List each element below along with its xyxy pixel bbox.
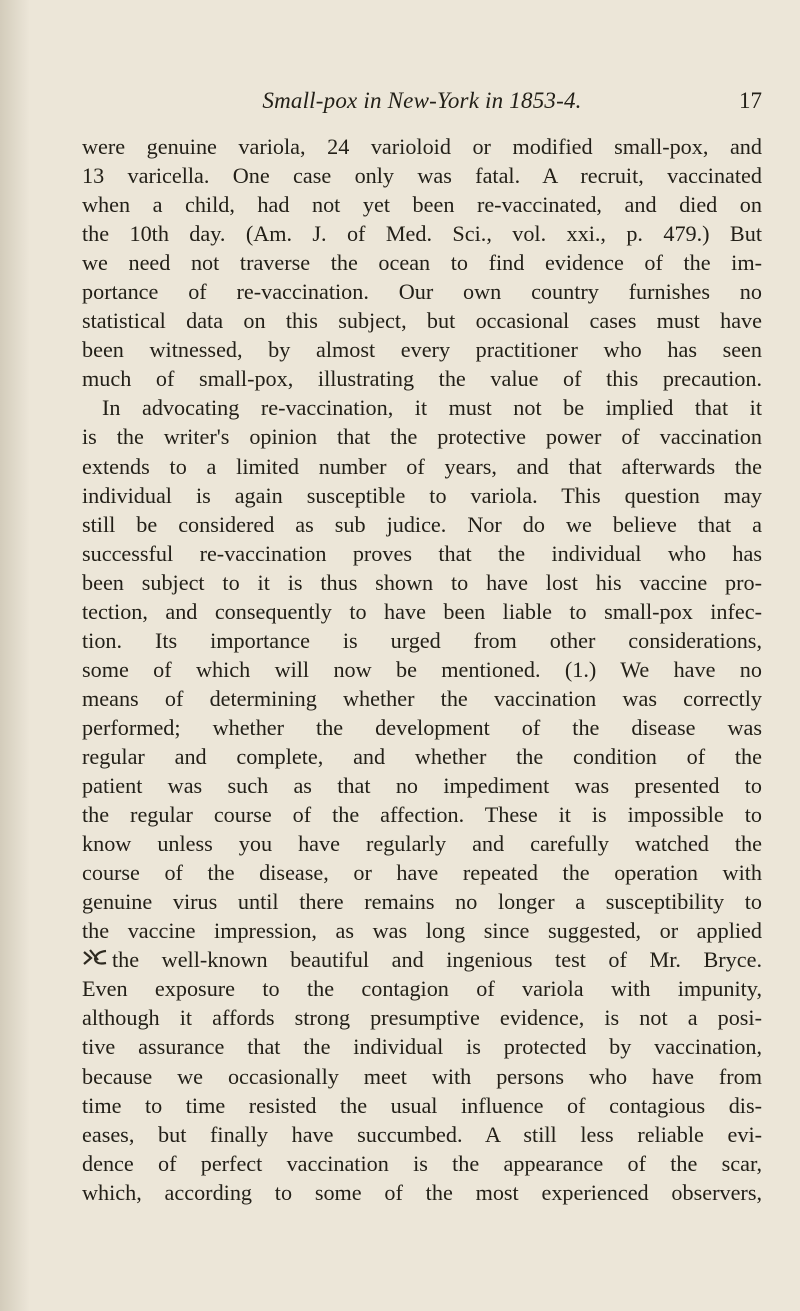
text-line: we need not traverse the ocean to find evidence of the im-: [82, 250, 762, 276]
text-line: when a child, had not yet been re-vaccinated, and died on: [82, 192, 762, 218]
text-line: is the writer's opinion that the protective power of vaccination: [82, 424, 762, 450]
text-line: In advocating re-vaccination, it must not be implied that it: [102, 395, 762, 421]
text-line: genuine virus until there remains no longer a susceptibility to: [82, 889, 762, 915]
text-line: individual is again susceptible to variola. This question may: [82, 482, 762, 508]
text-line: been witnessed, by almost every practitioner who has seen: [82, 337, 762, 363]
text-line: extends to a limited number of years, and that afterwards the: [82, 453, 762, 479]
text-line: dence of perfect vaccination is the appearance of the scar,: [82, 1150, 762, 1176]
page-header: [82, 88, 762, 118]
running-head: Small-pox in New-York in 1853-4.: [262, 88, 582, 113]
text-line: the regular course of the affection. These it is impossible to: [82, 802, 762, 828]
text-line: the vaccine impression, as was long since suggested, or applied: [82, 918, 762, 944]
text-line: means of determining whether the vaccination was correctly: [82, 685, 762, 711]
text-line: 13 varicella. One case only was fatal. A recruit, vaccinated: [82, 163, 762, 189]
text-line: some of which will now be mentioned. (1.) We have no: [82, 656, 762, 682]
text-line: the well-known beautiful and ingenious test of Mr. Bryce.: [112, 947, 762, 973]
text-line: tion. Its importance is urged from other considerations,: [82, 627, 762, 653]
text-line: time to time resisted the usual influence of contagious dis-: [82, 1092, 762, 1118]
handwritten-mark: [82, 946, 110, 968]
text-line: tection, and consequently to have been liable to small-pox infec-: [82, 598, 762, 624]
text-line: statistical data on this subject, but occasional cases must have: [82, 308, 762, 334]
text-line: course of the disease, or have repeated the operation with: [82, 860, 762, 886]
text-line: Even exposure to the contagion of variola with impunity,: [82, 976, 762, 1002]
text-line: still be considered as sub judice. Nor do we believe that a: [82, 511, 762, 537]
text-line: performed; whether the development of the disease was: [82, 714, 762, 740]
page-number: 17: [739, 88, 762, 113]
text-line: tive assurance that the individual is protected by vaccination,: [82, 1034, 762, 1060]
text-line: although it affords strong presumptive evidence, is not a posi-: [82, 1005, 762, 1031]
text-line: were genuine variola, 24 varioloid or modified small-pox, and: [82, 134, 762, 159]
text-line: which, according to some of the most experienced observers,: [82, 1179, 762, 1205]
text-line: because we occasionally meet with persons who have from: [82, 1063, 762, 1089]
text-line: been subject to it is thus shown to have lost his vaccine pro-: [82, 569, 762, 595]
text-line: portance of re-vaccination. Our own country furnishes no: [82, 279, 762, 305]
text-line: know unless you have regularly and carefully watched the: [82, 831, 762, 857]
text-line: successful re-vaccination proves that the individual who has: [82, 540, 762, 566]
text-line: eases, but finally have succumbed. A still less reliable evi-: [82, 1121, 762, 1147]
text-line: much of small-pox, illustrating the value of this precaution.: [82, 366, 762, 392]
text-line: the 10th day. (Am. J. of Med. Sci., vol. xxi., p. 479.) But: [82, 221, 762, 247]
page-edge-shadow: [0, 0, 30, 1311]
text-line: patient was such as that no impediment was presented to: [82, 773, 762, 799]
text-line: regular and complete, and whether the condition of the: [82, 743, 762, 769]
body-text: [82, 132, 762, 1207]
